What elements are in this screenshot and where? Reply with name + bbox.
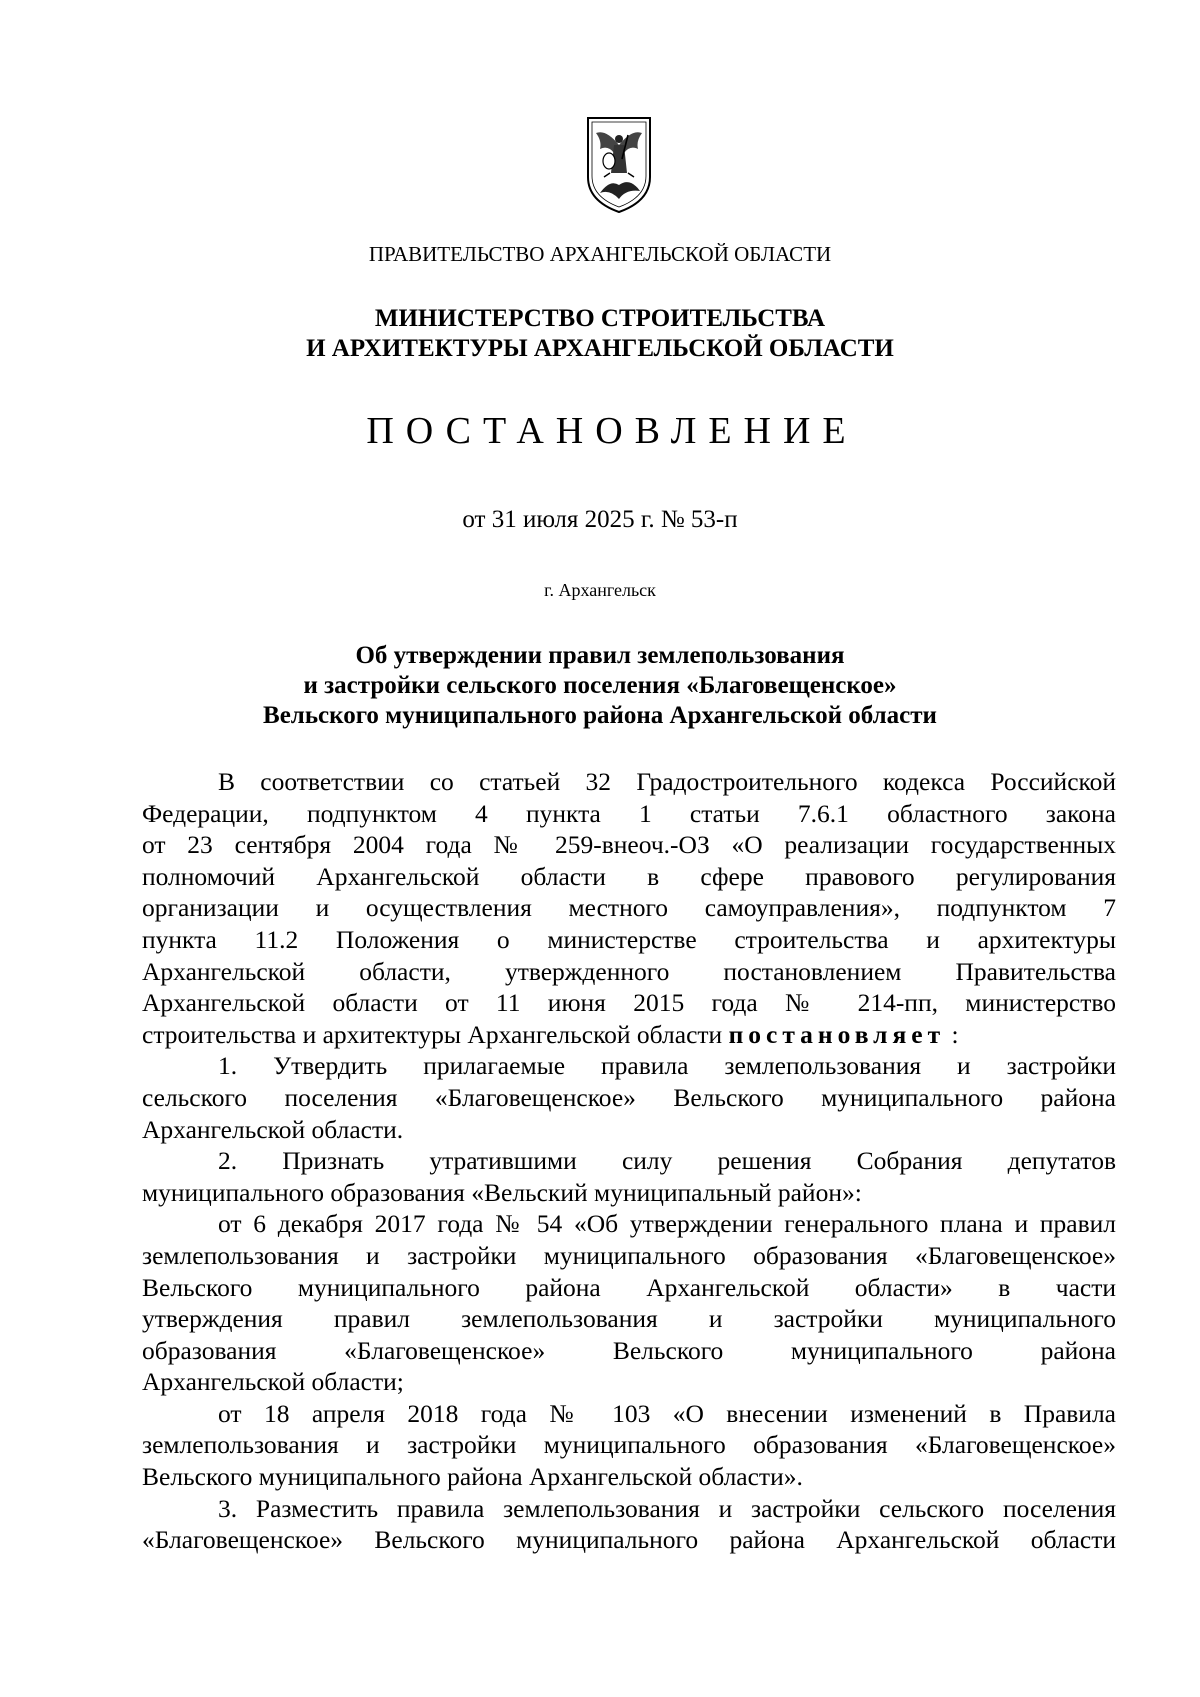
ministry-name-line-1: МИНИСТЕРСТВО СТРОИТЕЛЬСТВА bbox=[374, 305, 826, 332]
body-text-line bbox=[142, 1177, 1116, 1209]
body-text-line bbox=[142, 1303, 1116, 1335]
body-text-line bbox=[142, 861, 1116, 893]
body-text-line bbox=[142, 829, 1116, 861]
body-text: 1. Утвердить прилагаемые правила землепользования и застройки bbox=[218, 1051, 1116, 1081]
body-text: полномочий Архангельской области в сфере правового регулирования bbox=[142, 861, 1116, 891]
body-text: 2. Признать утратившими силу решения Собрания депутатов bbox=[218, 1146, 1116, 1176]
body-text: сельского поселения «Благовещенское» Вельского муниципального района bbox=[142, 1082, 1116, 1112]
body-text: Вельского муниципального района Архангельской области». bbox=[142, 1462, 803, 1492]
keyword-colon: : bbox=[945, 1019, 959, 1049]
body-text: Архангельской области от 11 июня 2015 года № 214-пп, министерство bbox=[142, 988, 1116, 1018]
body-text-line bbox=[142, 1398, 1116, 1430]
body-text: утверждения правил землепользования и застройки муниципального bbox=[142, 1304, 1116, 1334]
coat-of-arms-icon bbox=[584, 115, 654, 215]
body-text-line bbox=[142, 1524, 1116, 1556]
body-text: пункта 11.2 Положения о министерстве строительства и архитектуры bbox=[142, 924, 1116, 954]
body-text: Архангельской области, утвержденного постановлением Правительства bbox=[142, 956, 1116, 986]
body-text: от 6 декабря 2017 года № 54 «Об утверждении генерального плана и правил bbox=[218, 1209, 1116, 1239]
body-text-line bbox=[142, 798, 1116, 830]
body-text-line bbox=[142, 924, 1116, 956]
ministry-name-line-2: И АРХИТЕКТУРЫ АРХАНГЕЛЬСКОЙ ОБЛАСТИ bbox=[306, 335, 894, 362]
body-text: организации и осуществления местного самоуправления», подпунктом 7 bbox=[142, 893, 1116, 923]
body-text-line bbox=[142, 987, 1116, 1019]
body-text-line bbox=[142, 1082, 1116, 1114]
body-text-line bbox=[142, 1272, 1116, 1304]
body-text: муниципального образования «Вельский муниципальный район»: bbox=[142, 1177, 862, 1207]
body-text: Архангельской области. bbox=[142, 1114, 404, 1144]
resolves-keyword: постановляет bbox=[728, 1019, 946, 1049]
document-subject bbox=[0, 641, 1200, 731]
document-city: г. Архангельск bbox=[544, 580, 656, 600]
body-text-line bbox=[142, 1493, 1116, 1525]
government-name: ПРАВИТЕЛЬСТВО АРХАНГЕЛЬСКОЙ ОБЛАСТИ bbox=[368, 242, 832, 266]
subject-line-2: и застройки сельского поселения «Благовещенское» bbox=[303, 672, 897, 699]
body-text: 3. Разместить правила землепользования и застройки сельского поселения bbox=[218, 1493, 1116, 1523]
body-text-line bbox=[142, 1050, 1116, 1082]
body-text: от 23 сентября 2004 года № 259-внеоч.-ОЗ «О реализации государственных bbox=[142, 830, 1116, 860]
body-text: строительства и архитектуры Архангельской области bbox=[142, 1019, 723, 1049]
body-text: Вельского муниципального района Архангельской области» в части bbox=[142, 1272, 1116, 1302]
body-text-line bbox=[142, 766, 1116, 798]
body-text-line bbox=[142, 1366, 1116, 1398]
body-text-line bbox=[142, 1208, 1116, 1240]
body-text-line bbox=[142, 1019, 1116, 1051]
body-text: Архангельской области; bbox=[142, 1367, 404, 1397]
body-text-line bbox=[142, 1429, 1116, 1461]
document-date-number: от 31 июля 2025 г. № 53-п bbox=[462, 506, 738, 533]
body-text: образования «Благовещенское» Вельского муниципального района bbox=[142, 1335, 1116, 1365]
subject-line-1: Об утверждении правил землепользования bbox=[355, 642, 845, 669]
body-text-line bbox=[142, 1461, 1116, 1493]
body-text-line bbox=[142, 892, 1116, 924]
body-text-line bbox=[142, 1114, 1116, 1146]
body-text-line bbox=[142, 1240, 1116, 1272]
document-body bbox=[142, 766, 1116, 1556]
subject-line-3: Вельского муниципального района Архангельской области bbox=[263, 702, 937, 729]
body-text-line bbox=[142, 956, 1116, 988]
body-text-line bbox=[142, 1145, 1116, 1177]
body-text: «Благовещенское» Вельского муниципального района Архангельской области bbox=[142, 1525, 1116, 1555]
body-text: землепользования и застройки муниципального образования «Благовещенское» bbox=[142, 1240, 1116, 1270]
document-type-title: ПОСТАНОВЛЕНИЕ bbox=[366, 410, 858, 452]
body-text: от 18 апреля 2018 года № 103 «О внесении изменений в Правила bbox=[218, 1398, 1116, 1428]
body-text: В соответствии со статьей 32 Градостроительного кодекса Российской bbox=[218, 767, 1116, 796]
ministry-name bbox=[0, 304, 1200, 364]
body-text: землепользования и застройки муниципального образования «Благовещенское» bbox=[142, 1430, 1116, 1460]
body-text: Федерации, подпунктом 4 пункта 1 статьи 7.6.1 областного закона bbox=[142, 798, 1116, 828]
body-text-line bbox=[142, 1335, 1116, 1367]
